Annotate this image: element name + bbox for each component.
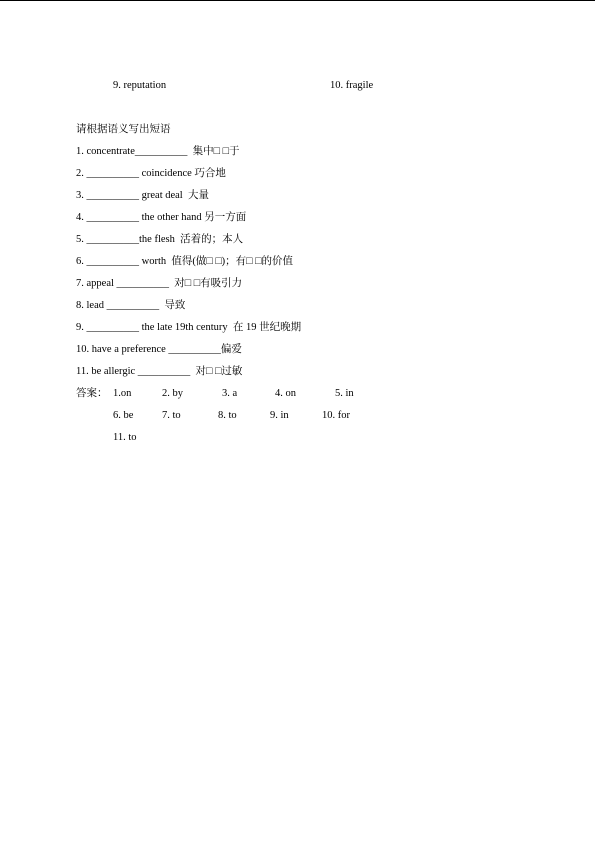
phrase-item-1: 1. concentrate__________ 集中□ □于 <box>76 146 240 157</box>
phrase-item-5: 5. __________the flesh 活着的；本人 <box>76 234 244 245</box>
answer-item-6: 6. be <box>113 410 134 421</box>
answer-item-11: 11. to <box>113 432 137 443</box>
answer-item-2: 2. by <box>162 388 183 399</box>
answer-label: 答案： <box>76 388 108 399</box>
phrase-item-9: 9. __________ the late 19th century 在 19 世纪晚期 <box>76 322 302 333</box>
answer-item-8: 8. to <box>218 410 237 421</box>
answer-item-9: 9. in <box>270 410 289 421</box>
answer-item-3: 3. a <box>222 388 238 399</box>
phrase-item-10: 10. have a preference __________偏爱 <box>76 344 242 355</box>
vocab-item-10: 10. fragile <box>330 80 374 91</box>
phrase-item-11: 11. be allergic __________ 对□ □过敏 <box>76 366 243 377</box>
answer-item-1: 1.on <box>113 388 132 399</box>
answer-item-7: 7. to <box>162 410 181 421</box>
phrase-item-7: 7. appeal __________ 对□ □有吸引力 <box>76 278 243 289</box>
phrase-item-2: 2. __________ coincidence 巧合地 <box>76 168 226 179</box>
section-title: 请根据语义写出短语 <box>76 124 171 135</box>
phrase-item-4: 4. __________ the other hand 另一方面 <box>76 212 247 223</box>
phrase-item-3: 3. __________ great deal 大量 <box>76 190 209 201</box>
answer-item-5: 5. in <box>335 388 354 399</box>
vocab-item-9: 9. reputation <box>113 80 167 91</box>
answer-item-4: 4. on <box>275 388 296 399</box>
answer-row-2 <box>0 409 595 423</box>
answer-row-1 <box>0 387 595 401</box>
top-rule <box>0 0 595 1</box>
answer-row-3 <box>0 431 595 445</box>
phrase-item-8: 8. lead __________ 导致 <box>76 300 186 311</box>
phrase-item-6: 6. __________ worth 值得(做□ □)；有□ □的价值 <box>76 256 293 267</box>
answer-item-10: 10. for <box>322 410 350 421</box>
